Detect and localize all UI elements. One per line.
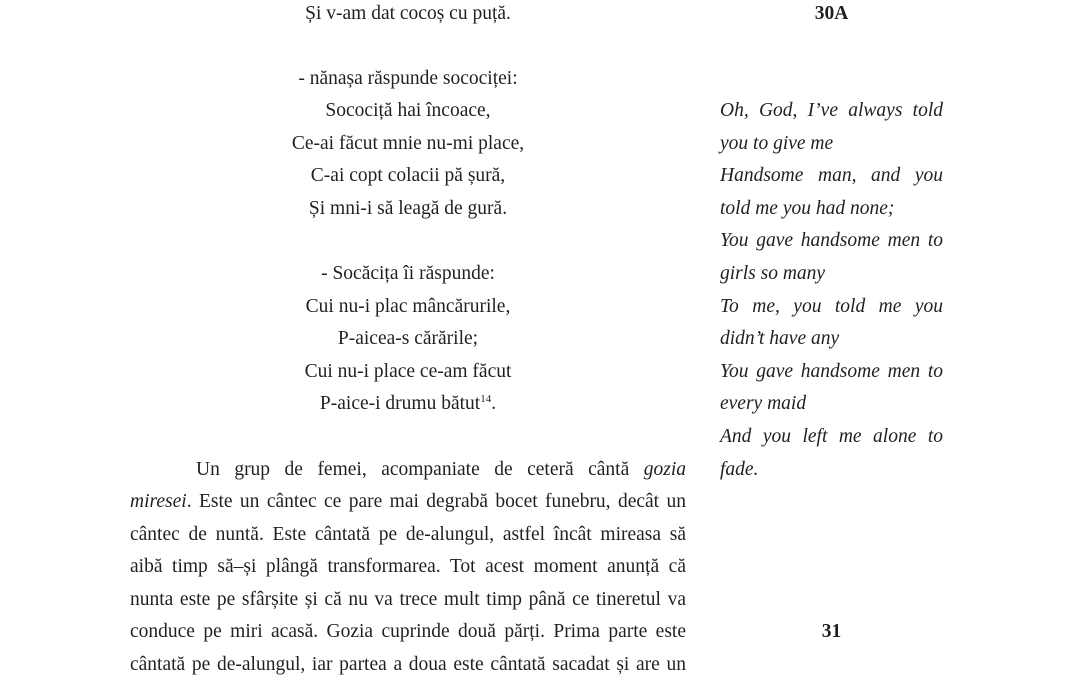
translation-line: You gave handsome men to (720, 361, 943, 382)
poem-line: Și v-am dat cocoș cu puță. (305, 3, 511, 24)
poem-line: C-ai copt colacii pă șură, (310, 165, 506, 186)
section-number: 31 (821, 621, 842, 642)
prose-text: Un grup de femei, acompaniate de ceteră cântă (196, 459, 644, 480)
poem-line: Și mni-i să leagă de gură. (308, 198, 508, 219)
prose-italic: miresei (130, 491, 187, 512)
translation-line: Oh, God, I’ve always told (720, 100, 943, 121)
prose-line: nunta este pe sfârșite și că nu va trece mult timp până ce tineretul va (130, 589, 686, 610)
translation-line: And you left me alone to (720, 426, 943, 447)
translation-line: told me you had none; (720, 198, 895, 219)
poem-line: Socociță hai încoace, (325, 100, 491, 121)
translation-line: you to give me (720, 133, 834, 154)
footnote-trail: . (491, 393, 497, 414)
prose-italic: gozia (643, 459, 686, 480)
translation-line: You gave handsome men to (720, 230, 943, 251)
translation-line: fade. (720, 459, 759, 480)
translation-line: To me, you told me you (720, 296, 943, 317)
poem-line: - Socăcița îi răspunde: (321, 263, 495, 284)
poem-line-with-footnote (130, 394, 686, 414)
prose-line: aibă timp să–și plângă transformarea. Tot acest moment anunță că (130, 556, 686, 577)
translation-line: didn’t have any (720, 328, 840, 349)
translation-line: Handsome man, and you (720, 165, 943, 186)
poem-line: Ce-ai făcut mnie nu-mi place, (291, 133, 525, 154)
prose-line: cântată pe de-alungul, iar partea a doua este cântată sacadat și are un (130, 654, 686, 675)
prose-line (130, 492, 686, 512)
prose-line: cântec de nuntă. Este cântată pe de-alungul, astfel încât mireasa să (130, 524, 686, 545)
prose-text: . Este un cântec ce pare mai degrabă bocet funebru, decât un (186, 491, 686, 512)
poem-line: - nănașa răspunde socociței: (298, 68, 518, 89)
prose-line: conduce pe miri acasă. Gozia cuprinde două părți. Prima parte este (130, 621, 686, 642)
section-number: 30A (814, 3, 849, 24)
prose-line (196, 460, 686, 480)
poem-line: P-aicea-s cărările; (337, 328, 479, 349)
poem-line-text: P-aice-i drumu bătut (319, 393, 481, 414)
footnote-marker: 14 (480, 393, 492, 405)
poem-line: Cui nu-i plac mâncărurile, (305, 296, 511, 317)
poem-line: Cui nu-i place ce-am făcut (304, 361, 512, 382)
translation-line: every maid (720, 393, 807, 414)
translation-line: girls so many (720, 263, 826, 284)
